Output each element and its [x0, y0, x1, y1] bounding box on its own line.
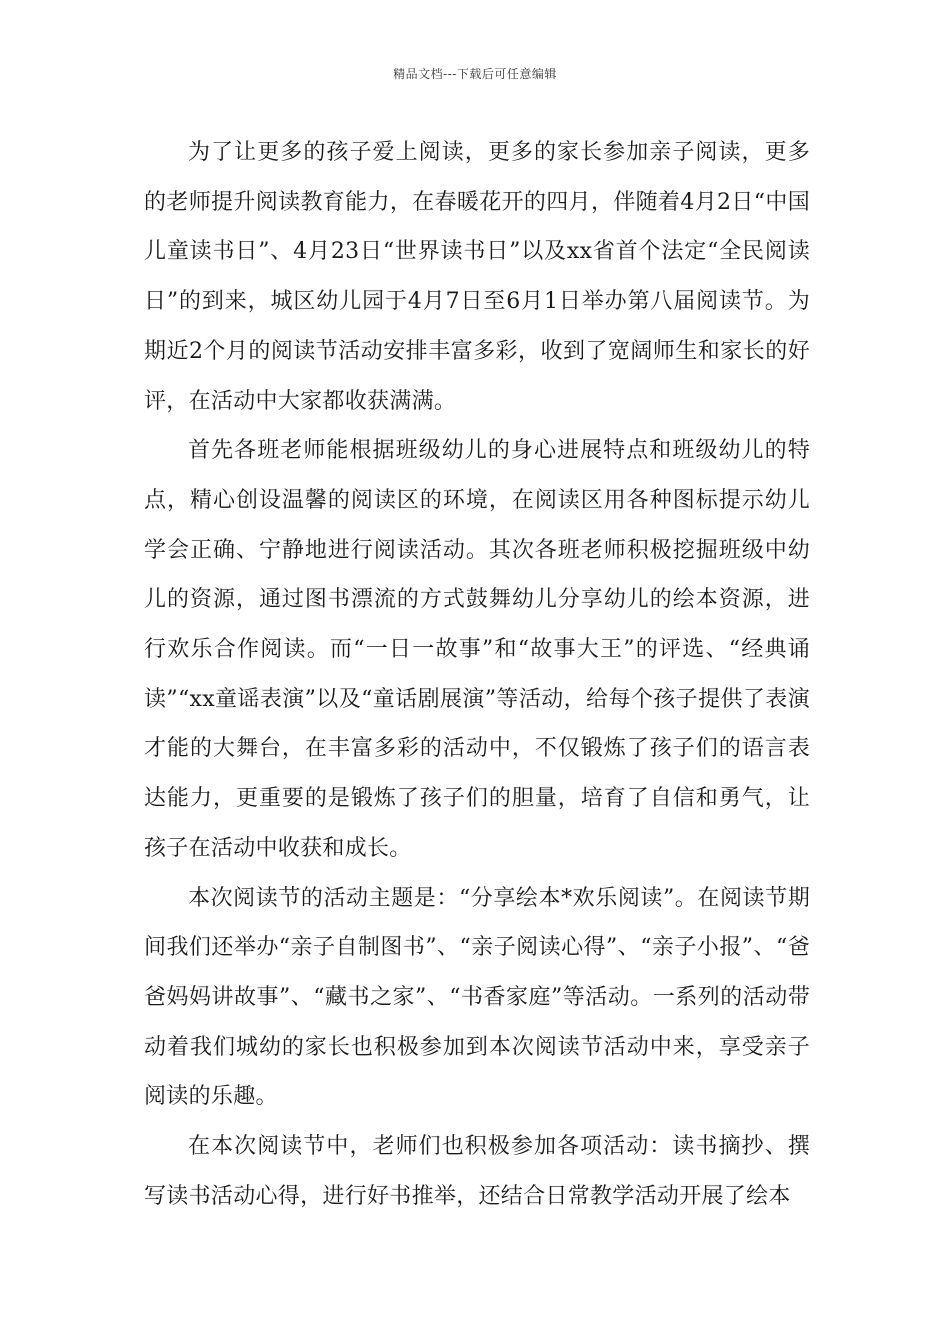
paragraph-4: 在本次阅读节中，老师们也积极参加各项活动：读书摘抄、撰写读书活动心得，进行好书推举，还结合日常教学活动开展了绘本: [144, 1134, 810, 1209]
paragraph-3: 本次阅读节的活动主题是：“分享绘本*欢乐阅读”。在阅读节期间我们还举办“亲子自制图书”、“亲子阅读心得”、“亲子小报”、“爸爸妈妈讲故事”、“藏书之家”、“书香家庭”等活动。一系列的活动带动着我们城幼的家长也积极参加到本次阅读节活动中来，享受亲子阅读的乐趣。: [144, 885, 810, 1110]
page-header: 精品文档---下载后可任意编辑: [393, 67, 557, 81]
paragraph-2: 首先各班老师能根据班级幼儿的身心进展特点和班级幼儿的特点，精心创设温馨的阅读区的环境，在阅读区用各种图标提示幼儿学会正确、宁静地进行阅读活动。其次各班老师积极挖掘班级中幼儿的资源，通过图书漂流的方式鼓舞幼儿分享幼儿的绘本资源，进行欢乐合作阅读。而“一日一故事”和“故事大王”的评选、“经典诵读”“xx童谣表演”以及“童话剧展演”等活动，给每个孩子提供了表演才能的大舞台，在丰富多彩的活动中，不仅锻炼了孩子们的语言表达能力，更重要的是锻炼了孩子们的胆量，培育了自信和勇气，让孩子在活动中收获和成长。: [144, 438, 810, 861]
document-body: [144, 128, 810, 1221]
paragraph-1: 为了让更多的孩子爱上阅读，更多的家长参加亲子阅读，更多的老师提升阅读教育能力，在春暖花开的四月，伴随着4月2日“中国儿童读书日”、4月23日“世界读书日”以及xx省首个法定“全民阅读日”的到来，城区幼儿园于4月7日至6月1日举办第八届阅读节。为期近2个月的阅读节活动安排丰富多彩，收到了宽阔师生和家长的好评，在活动中大家都收获满满。: [144, 140, 810, 414]
